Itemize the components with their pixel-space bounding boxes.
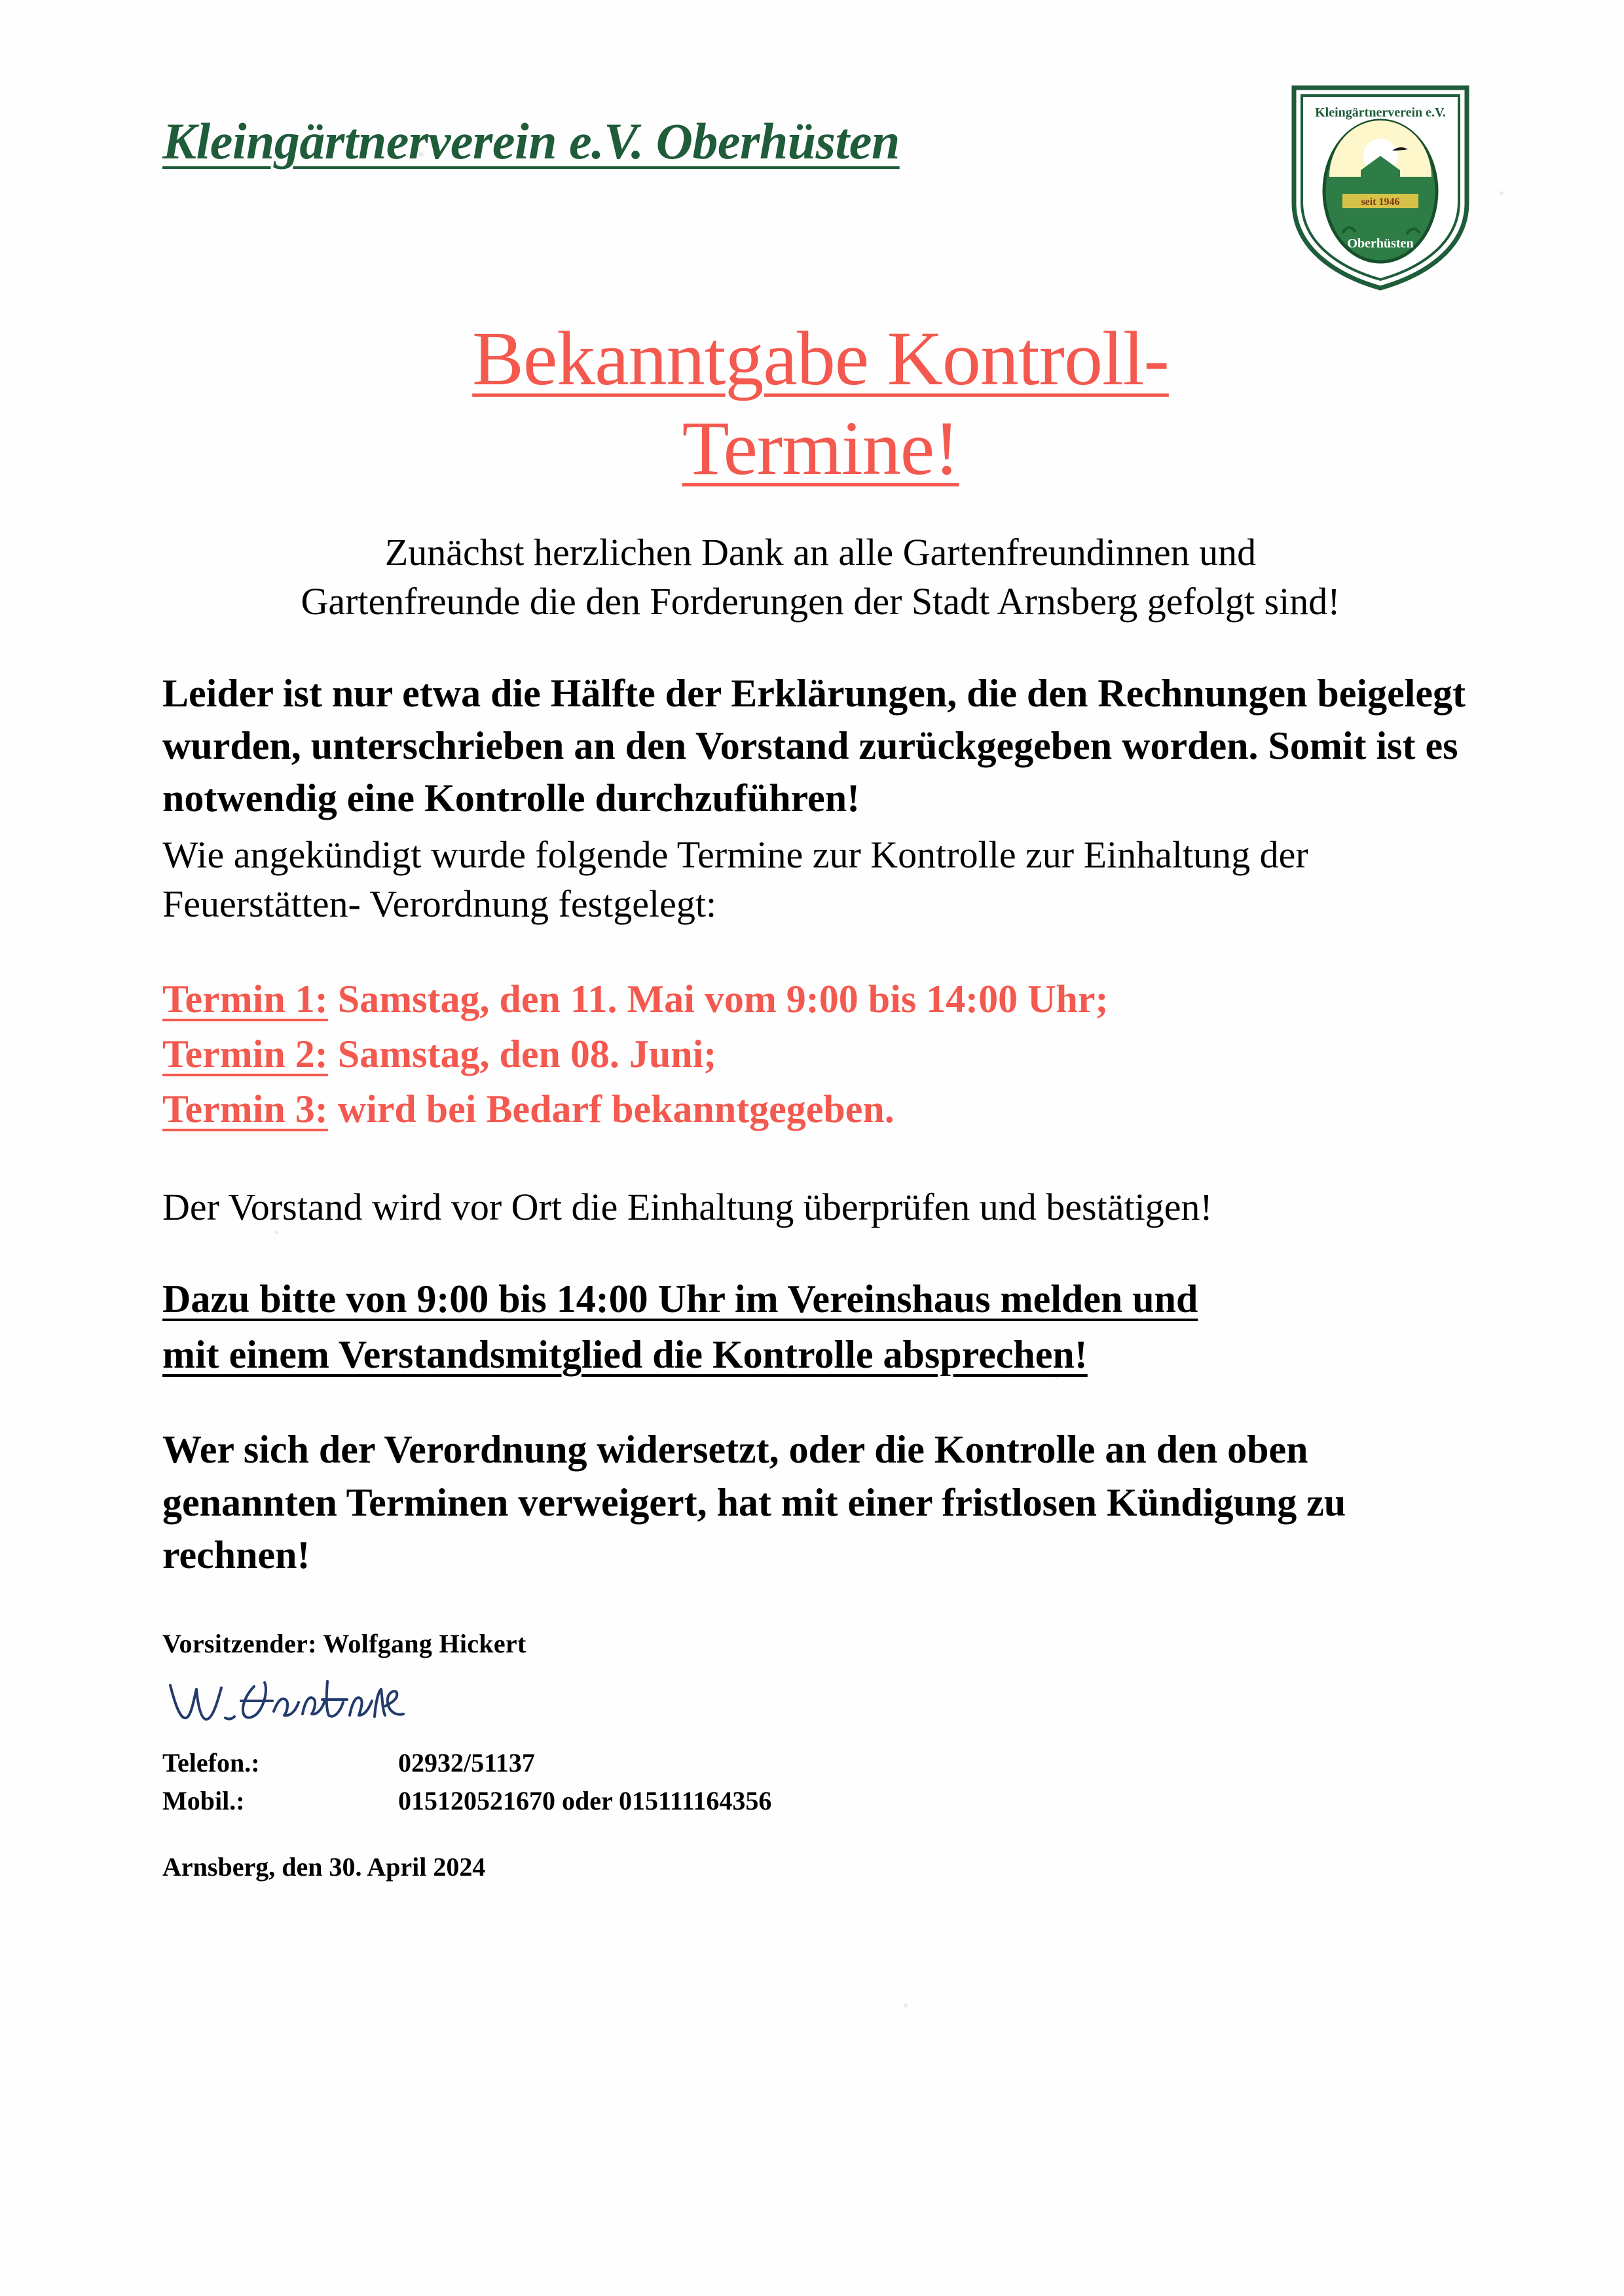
announcement-paragraph: Wie angekündigt wurde folgende Termine zur Kontrolle zur Einhaltung der Feuerstätten- Verordnung festgelegt: — [162, 833, 1308, 926]
page-title-line1: Bekanntgabe Kontroll- — [472, 316, 1169, 401]
board-check-paragraph: Der Vorstand wird vor Ort die Einhaltung überprüfen und bestätigen! — [162, 1186, 1213, 1229]
page-title — [162, 314, 1479, 494]
mobile-value: 015120521670 oder 015111164356 — [398, 1786, 772, 1816]
reporting-instruction — [162, 1271, 1479, 1383]
document-content — [162, 79, 1479, 1882]
contact-row-phone — [162, 1744, 1479, 1782]
page-title-line2: Termine! — [682, 405, 959, 491]
contact-block — [162, 1744, 1479, 1820]
reporting-instruction-line1: Dazu bitte von 9:00 bis 14:00 Uhr im Vereinshaus melden und — [162, 1277, 1198, 1321]
intro-line-2: Gartenfreunde die den Forderungen der Stadt Arnsberg gefolgt sind! — [301, 580, 1340, 623]
organization-title: Kleingärtnerverein e.V. Oberhüsten — [162, 113, 900, 170]
appointment-text: Samstag, den 11. Mai vom 9:00 bis 14:00 Uhr; — [327, 977, 1109, 1021]
contact-row-mobile — [162, 1782, 1479, 1820]
mobile-label: Mobil.: — [162, 1786, 245, 1816]
intro-line-1: Zunächst herzlichen Dank an alle Gartenfreundinnen und — [384, 530, 1257, 574]
appointment-text: wird bei Bedarf bekanntgegeben. — [327, 1087, 895, 1131]
svg-text:Oberhüsten: Oberhüsten — [1347, 236, 1414, 251]
signature-block — [162, 1628, 1479, 1882]
document-header — [162, 79, 1479, 295]
appointment-label: Termin 2: — [162, 1032, 328, 1076]
appointment-label: Termin 1: — [162, 977, 328, 1021]
appointment-item — [162, 1027, 1479, 1082]
phone-label: Telefon.: — [162, 1748, 260, 1778]
reporting-instruction-line2: mit einem Verstandsmitglied die Kontrolle absprechen! — [162, 1333, 1088, 1377]
scan-speckle — [1500, 191, 1504, 195]
appointment-list — [162, 972, 1479, 1137]
scan-speckle — [904, 2003, 908, 2007]
declaration-paragraph: Leider ist nur etwa die Hälfte der Erklärungen, die den Rechnungen beigelegt wurden, unterschrieben an den Vorstand zurückgegeben worden. Somit ist es notwendig eine Kontrolle durchzuführen! — [162, 671, 1466, 820]
club-logo — [1282, 79, 1479, 295]
intro-paragraph — [162, 528, 1479, 627]
appointment-label: Termin 3: — [162, 1087, 328, 1131]
svg-text:Kleingärtnerverein e.V.: Kleingärtnerverein e.V. — [1315, 105, 1446, 120]
warning-paragraph: Wer sich der Verordnung widersetzt, oder die Kontrolle an den oben genannten Terminen verweigert, hat mit einer fristlosen Kündigung zu rechnen! — [162, 1428, 1346, 1577]
svg-text:seit 1946: seit 1946 — [1361, 196, 1400, 208]
dateline: Arnsberg, den 30. April 2024 — [162, 1852, 486, 1882]
appointment-text: Samstag, den 08. Juni; — [327, 1032, 717, 1076]
handwritten-signature — [162, 1663, 503, 1741]
appointment-item — [162, 972, 1479, 1027]
phone-value: 02932/51137 — [398, 1748, 535, 1778]
chairman-line: Vorsitzender: Wolfgang Hickert — [162, 1629, 526, 1659]
appointment-item — [162, 1082, 1479, 1137]
